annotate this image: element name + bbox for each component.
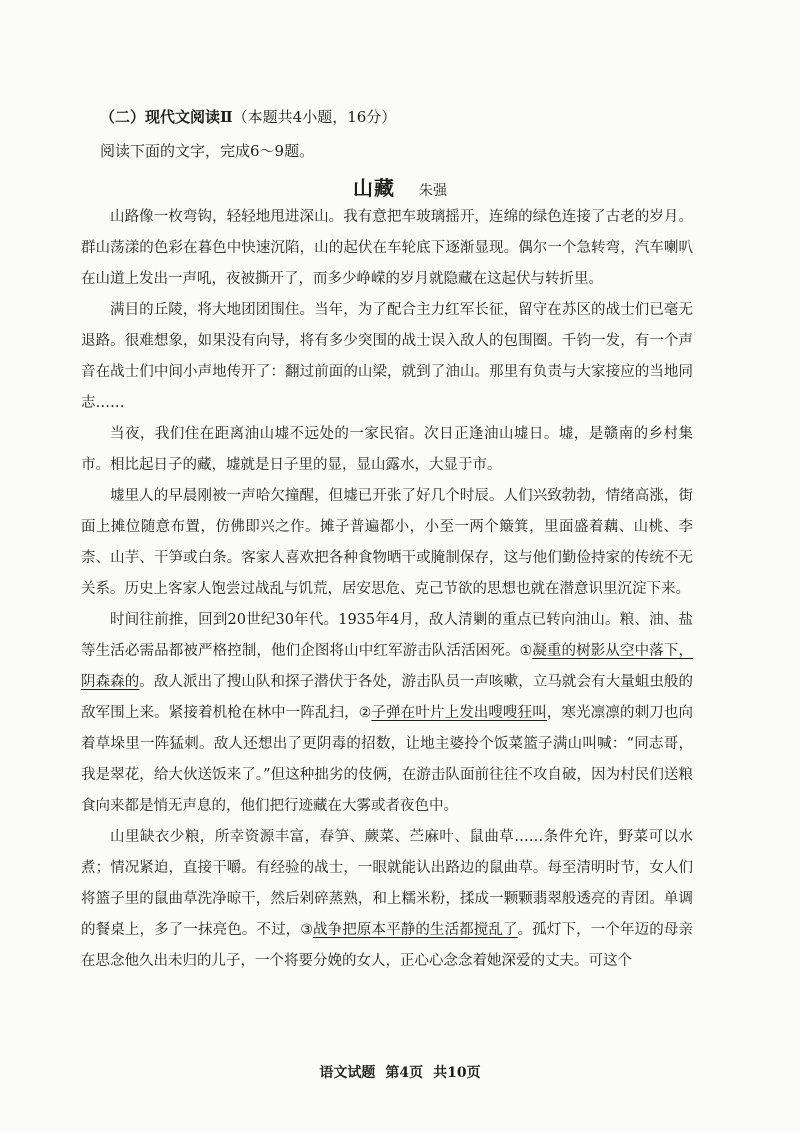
article-body bbox=[81, 202, 693, 977]
paragraph-5-text-a: 时间往前推，回到20世纪30年代。1935年4月，敌人清剿的重点已转向油山。粮、油、盐等生活必需品都被严格控制，他们企图将山中红军游击队活活困死。 bbox=[81, 612, 693, 659]
paragraph-3: 当夜，我们住在距离油山墟不远处的一家民宿。次日正逢油山墟日。墟，是赣南的乡村集市。相比起日子的藏，墟就是日子里的显，显山露水，大显于市。 bbox=[81, 426, 693, 473]
paragraph-6-text-a: 山里缺衣少粮，所幸资源丰富，春笋、蕨菜、苎麻叶、鼠曲草……条件允许，野菜可以水煮；情况紧迫，直接干嚼。有经验的战士，一眼就能认出路边的鼠曲草。每至清明时节，女人们将篮子里的鼠曲草洗净晾干，然后剁碎蒸熟，和上糯米粉，揉成一颗颗翡翠般透亮的青团。单调的餐桌上，多了一抹亮色。不过， bbox=[81, 829, 693, 938]
marker-1: ① bbox=[519, 643, 533, 659]
section-meta: （本题共4小题，16分） bbox=[232, 108, 397, 126]
paragraph-5 bbox=[81, 605, 693, 822]
article-author: 朱强 bbox=[419, 183, 447, 199]
underlined-sentence-2: 子弹在叶片上发出嗖嗖狂叫 bbox=[371, 705, 547, 721]
paragraph-1: 山路像一枚弯钩，轻轻地甩进深山。我有意把车玻璃摇开，连绵的绿色连接了古老的岁月。群山荡漾的色彩在暮色中快速沉陷，山的起伏在车轮底下逐渐显现。偶尔一个急转弯，汽车喇叭在山道上发出一声吼，夜被撕开了，而多少峥嵘的岁月就隐藏在这起伏与转折里。 bbox=[81, 209, 693, 287]
footer-page-number: 第4页 bbox=[385, 1065, 424, 1081]
footer-subject: 语文试题 bbox=[319, 1065, 376, 1081]
footer-total-pages: 共10页 bbox=[433, 1065, 481, 1081]
reading-instruction: 阅读下面的文字，完成6～9题。 bbox=[100, 142, 315, 160]
marker-2: ② bbox=[358, 705, 372, 721]
paragraph-6-text-b: 。孤灯下，一个年迈的母亲在思念他久出未归的儿子，一个将要分娩的女人，正心心念念着她深爱的丈夫。可这个 bbox=[81, 922, 693, 969]
underlined-sentence-3: 战争把原本平静的生活都搅乱了 bbox=[312, 922, 518, 938]
paragraph-5-text-b: 。敌人派出了搜山队和探子潜伏于各处，游击队员一声咳嗽，立马就会有大量蛆虫般的敌军围上来。紧接着机枪在林中一阵乱扫， bbox=[81, 674, 694, 721]
paragraph-2: 满目的丘陵，将大地团团围住。当年，为了配合主力红军长征，留守在苏区的战士们已毫无退路。很难想象，如果没有向导，将有多少突围的战士误入敌人的包围圈。千钧一发，有一个声音在战士们中间小声地传开了：翻过前面的山梁，就到了油山。那里有负责与大家接应的当地同志…… bbox=[81, 302, 693, 411]
paragraph-5-text-c: ，寒光凛凛的刺刀也向着草垛里一阵猛刺。敌人还想出了更阴毒的招数，让地主婆拎个饭菜篮子满山叫喊：“同志哥，我是翠花，给大伙送饭来了。”但这种拙劣的伎俩，在游击队面前往往不攻自破，因为村民们送粮食向来都是悄无声息的，他们把行迹藏在大雾或者夜色中。 bbox=[81, 705, 694, 814]
page-footer bbox=[0, 1062, 800, 1082]
article-heading bbox=[0, 172, 800, 201]
paragraph-4: 墟里人的早晨刚被一声哈欠撞醒，但墟已开张了好几个时辰。人们兴致勃勃，情绪高涨，街面上摊位随意布置，仿佛即兴之作。摊子普遍都小，小至一两个簸箕，里面盛着藕、山桃、李柰、山芋、干笋或白条。客家人喜欢把各种食物晒干或腌制保存，这与他们勤俭持家的传统不无关系。历史上客家人饱尝过战乱与饥荒，居安思危、克己节欲的思想也就在潜意识里沉淀下来。 bbox=[81, 488, 693, 597]
section-header bbox=[100, 106, 396, 128]
underlined-sentence-1: 凝重的树影从空中落下，阴森森的 bbox=[81, 643, 694, 690]
section-title: （二）现代文阅读Ⅱ bbox=[100, 108, 233, 126]
paragraph-6 bbox=[81, 822, 693, 977]
marker-3: ③ bbox=[300, 922, 313, 938]
article-title: 山藏 bbox=[353, 176, 395, 200]
